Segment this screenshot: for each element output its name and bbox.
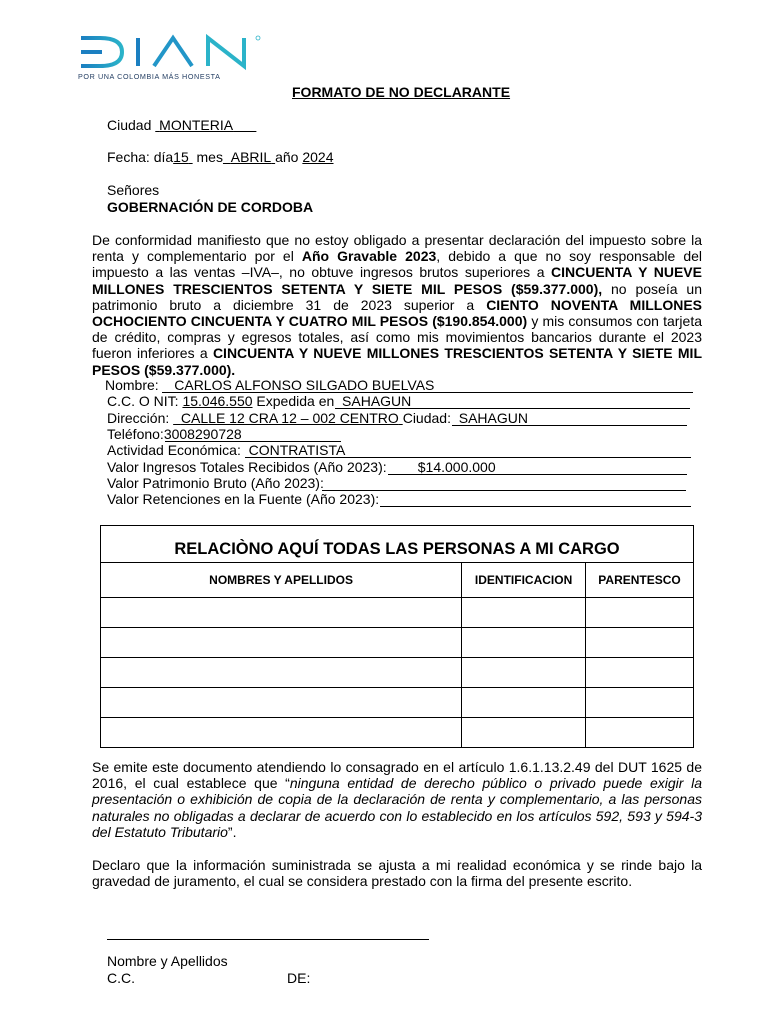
- direccion-value: CALLE 12 CRA 12 – 002 CENTRO: [180, 410, 399, 426]
- fecha-mes: ABRIL: [230, 149, 272, 165]
- expedida-value: SAHAGUN: [342, 393, 412, 409]
- recipient-entity: GOBERNACIÓN DE CORDOBA: [107, 199, 314, 215]
- table-row: [101, 688, 694, 718]
- fecha-mes-label: mes: [196, 149, 223, 165]
- cell-identificacion[interactable]: [462, 688, 586, 718]
- signature-de-label: DE:: [287, 970, 311, 986]
- ciudad2-value: SAHAGUN: [458, 410, 528, 426]
- cell-identificacion[interactable]: [462, 628, 586, 658]
- direccion-field: [107, 410, 528, 426]
- cell-parentesco[interactable]: [586, 688, 694, 718]
- fecha-anio: 2024: [302, 149, 334, 165]
- expedida-label: Expedida en: [256, 393, 335, 409]
- dependents-table: [100, 525, 694, 748]
- direccion-label: Dirección:: [107, 410, 170, 426]
- fecha-anio-label: año: [275, 149, 299, 165]
- fecha-row: [107, 149, 334, 165]
- header-parentesco: PARENTESCO: [586, 563, 694, 598]
- cell-identificacion[interactable]: [462, 718, 586, 748]
- cell-identificacion[interactable]: [462, 658, 586, 688]
- cell-parentesco[interactable]: [586, 658, 694, 688]
- legal-paragraph: Se emite este documento atendiendo lo consagrado en el artículo 1.6.1.13.2.49 del DUT 1625 de 2016, el cual establece que “ninguna entidad de derecho público o privado puede exigir la presentación o exhibición de copia de la declaración de renta y complementario, a las personas naturales no obligadas a declarar de acuerdo con lo establecido en los artículos 592, 593 y 594-3 del Estatuto Tributario”.: [92, 759, 703, 840]
- table-row: [101, 718, 694, 748]
- signature-name-label: Nombre y Apellidos: [107, 953, 228, 969]
- table-row: [101, 628, 694, 658]
- cell-nombres[interactable]: [101, 658, 462, 688]
- cell-parentesco[interactable]: [586, 718, 694, 748]
- telefono-value: 3008290728: [163, 426, 242, 442]
- logo-tagline: POR UNA COLOMBIA MÁS HONESTA: [78, 72, 221, 81]
- ingresos-value: $14.000.000: [417, 459, 496, 475]
- cc-value: 15.046.550: [182, 393, 253, 409]
- nombre-label: Nombre:: [105, 377, 159, 393]
- signature-line: [107, 939, 429, 940]
- ciudad-value: MONTERIA: [159, 117, 234, 133]
- retenciones-field: [107, 491, 379, 507]
- cc-field: [107, 393, 411, 409]
- retenciones-line: [386, 506, 691, 507]
- patrimonio-label: Valor Patrimonio Bruto (Año 2023):: [107, 475, 324, 491]
- table-row: [101, 658, 694, 688]
- oath-paragraph: Declaro que la información suministrada se ajusta a mi realidad económica y se rinde bajo la gravedad de juramento, el cual se considera prestado con la firma del presente escrito.: [92, 857, 702, 890]
- header-nombres: NOMBRES Y APELLIDOS: [101, 563, 462, 598]
- ciudad2-line: [452, 425, 687, 426]
- patrimonio-field: [107, 475, 324, 491]
- ingresos-label: Valor Ingresos Totales Recibidos (Año 2023):: [107, 459, 387, 475]
- actividad-field: [107, 442, 345, 458]
- cell-nombres[interactable]: [101, 598, 462, 628]
- ingresos-field: [107, 459, 496, 475]
- nombre-value: CARLOS ALFONSO SILGADO BUELVAS: [174, 377, 435, 393]
- ingresos-line: [388, 474, 687, 475]
- fecha-label: Fecha: día: [107, 149, 174, 165]
- ciudad-row: [107, 117, 256, 133]
- cc-label: C.C. O NIT:: [107, 393, 179, 409]
- cell-nombres[interactable]: [101, 718, 462, 748]
- dependents-table-title: RELACIÒNO AQUÍ TODAS LAS PERSONAS A MI CARGO: [101, 526, 694, 563]
- salutation: Señores: [107, 182, 160, 198]
- nombre-field: [105, 377, 434, 393]
- cell-parentesco[interactable]: [586, 628, 694, 658]
- ciudad-label: Ciudad: [107, 117, 152, 133]
- cell-nombres[interactable]: [101, 628, 462, 658]
- actividad-value: CONTRATISTA: [248, 442, 346, 458]
- fecha-dia: 15: [173, 149, 189, 165]
- retenciones-label: Valor Retenciones en la Fuente (Año 2023):: [107, 491, 380, 507]
- table-row: [101, 598, 694, 628]
- telefono-label: Teléfono:: [107, 426, 164, 442]
- cell-nombres[interactable]: [101, 688, 462, 718]
- cell-parentesco[interactable]: [586, 598, 694, 628]
- header-identificacion: IDENTIFICACION: [462, 563, 586, 598]
- signature-cc-label: C.C.: [107, 970, 135, 986]
- cell-identificacion[interactable]: [462, 598, 586, 628]
- declaration-paragraph: De conformidad manifiesto que no estoy obligado a presentar declaración del impuesto sobre la renta y complementario por el Año Gravable 2023, debido a que no soy responsable del impuesto a las ventas –IVA–, no obtuve ingresos brutos superiores a CINCUENTA Y NUEVE MILLONES TRESCIENTOS SETENTA Y SIETE MIL PESOS ($59.377.000), no poseía un patrimonio bruto a diciembre 31 de 2023 superior a CIENTO NOVENTA MILLONES OCHOCIENTO CINCUENTA Y CUATRO MIL PESOS ($190.854.000) y mis consumos con tarjeta de crédito, compras y egresos totales, así como mis movimientos bancarios durante el 2023 fueron inferiores a CINCUENTA Y NUEVE MILLONES TRESCIENTOS SETENTA Y SIETE MIL PESOS ($59.377.000).: [92, 232, 703, 378]
- ciudad2-label: Ciudad:: [402, 410, 451, 426]
- actividad-label: Actividad Económica:: [107, 442, 241, 458]
- expedida-line: [335, 408, 690, 409]
- document-title: FORMATO DE NO DECLARANTE: [292, 84, 511, 100]
- telefono-field: [107, 426, 242, 442]
- actividad-line: [245, 457, 691, 458]
